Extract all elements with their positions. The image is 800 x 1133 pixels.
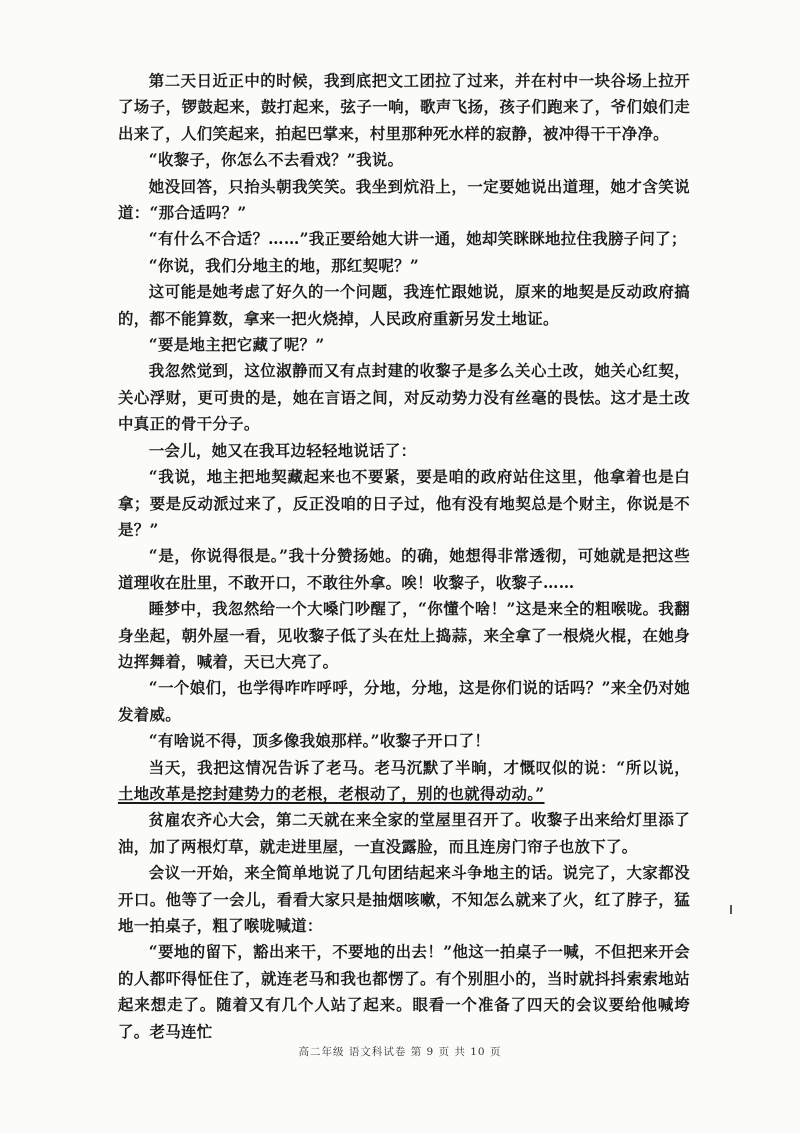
paragraph: 睡梦中，我忽然给一个大嗓门吵醒了，“你懂个啥！”这是来全的粗喉咙。我翻身坐起，朝外屋一看，见收黎子低了头在灶上捣蒜，来全拿了一根烧火棍，在她身边挥舞着，喊着，天已大亮了。 [118, 600, 690, 671]
page-footer: 高二年级 语文科试卷 第 9 页 共 10 页 [298, 1046, 502, 1058]
paragraph: “一个娘们，也学得咋咋呼呼，分地，分地，这是你们说的话吗？”来全仍对她发着威。 [118, 679, 690, 724]
paragraph: “要地的留下，豁出来干，不要地的出去！”他这一拍桌子一喊，不但把来开会的人都吓得怔住了，就连老马和我也都愣了。有个别胆小的，当时就抖抖索索地站起来想走了。随着又有几个人站了起来。眼看一个准备了四天的会议要给他喊垮了。老马连忙 [118, 943, 690, 1041]
paragraph: 会议一开始，来全简单地说了几句团结起来斗争地主的话。说完了，大家都没开口。他等了一会儿，看看大家只是抽烟咳嗽，不知怎么就来了火，红了脖子，猛地一拍桌子，粗了喉咙喊道： [118, 864, 690, 935]
paragraph: “有什么不合适？……”我正要给她大讲一通，她却笑眯眯地拉住我膀子问了； [148, 230, 687, 249]
highlight-before: 当天，我把这情况告诉了老马。老马沉默了半晌，才慨叹似的说：“所以说， [148, 758, 690, 777]
paragraph: 第二天日近正中的时候，我到底把文工团拉了过来，并在村中一块谷场上拉开了场子，锣鼓起来，鼓打起来，弦子一响，歌声飞扬，孩子们跑来了，爷们娘们走出来了，人们笑起来，拍起巴掌来，村里那种死水样的寂静，被冲得干干净净。 [118, 72, 690, 143]
paragraph: “有啥说不得，顶多像我娘那样。”收黎子开口了！ [148, 732, 491, 751]
scan-speck [730, 905, 732, 914]
paragraph: 一会儿，她又在我耳边轻轻地说话了： [148, 441, 417, 460]
paragraph: “你说，我们分地主的地，那红契呢？” [148, 256, 420, 275]
paragraph: 我忽然觉到，这位淑静而又有点封建的收黎子是多么关心土改，她关心红契，关心浮财，更可贵的是，她在言语之间，对反动势力没有丝毫的畏怯。这才是土改中真正的骨干分子。 [118, 362, 690, 434]
underlined-quote: 土地改革是挖封建势力的老根，老根动了，别的也就得动动。” [118, 784, 545, 803]
paragraph: “收黎子，你怎么不去看戏？”我说。 [148, 151, 404, 170]
paragraph: “要是地主把它藏了呢？” [148, 336, 325, 355]
paragraph: 她没回答，只抬头朝我笑笑。我坐到炕沿上，一定要她说出道理，她才含笑说道：“那合适吗？” [118, 177, 690, 223]
paragraph: “是，你说得很是。”我十分赞扬她。的确，她想得非常透彻，可她就是把这些道理收在肚里，不敢开口，不敢往外拿。唉！收黎子，收黎子…… [118, 547, 690, 592]
paragraph: 这可能是她考虑了好久的一个问题，我连忙跟她说，原来的地契是反动政府搞的，都不能算数，拿来一把火烧掉，人民政府重新另发土地证。 [118, 283, 690, 328]
paragraph: “我说，地主把地契藏起来也不要紧，要是咱的政府站住这里，他拿着也是白拿；要是反动派过来了，反正没咱的日子过，他有没有地契总是个财主，你说是不是？” [118, 468, 690, 539]
highlighted-paragraph [118, 755, 690, 808]
paragraph: 贫雇农齐心大会，第二天就在来全家的堂屋里召开了。收黎子出来给灯里添了油，加了两根灯草，就走进里屋，一直没露脸，而且连房门帘子也放下了。 [118, 811, 690, 856]
passage-body [118, 68, 690, 1045]
